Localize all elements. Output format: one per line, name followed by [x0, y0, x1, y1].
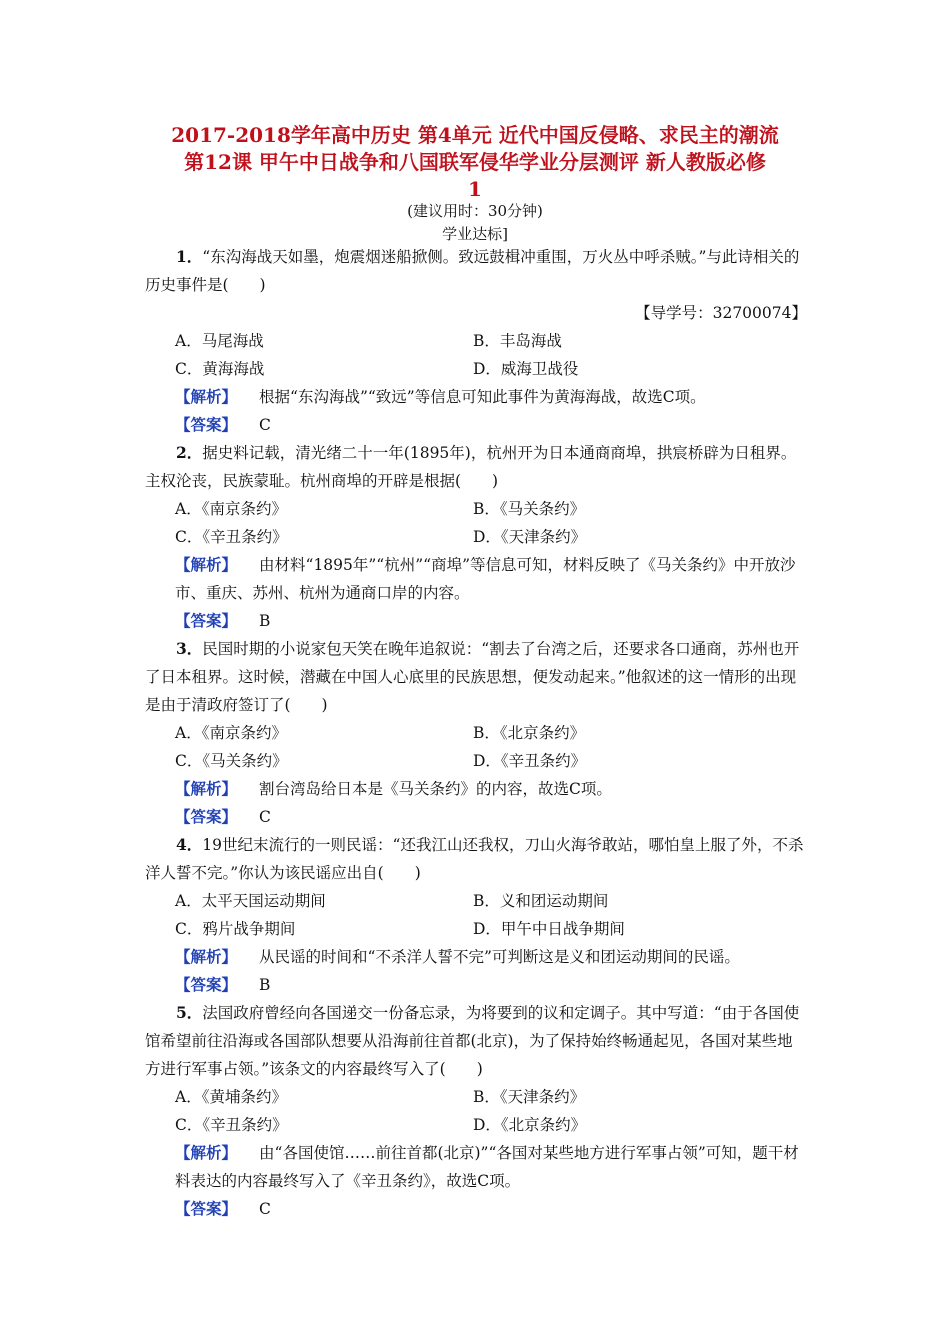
- analysis: [145, 383, 807, 411]
- analysis: [145, 1139, 807, 1195]
- option-c: C．《马关条约》: [175, 752, 288, 770]
- question-5: [145, 999, 807, 1223]
- option-d: D．《天津条约》: [473, 528, 587, 546]
- option-a: A．太平天国运动期间: [175, 892, 326, 910]
- question-3: [145, 635, 807, 831]
- option-a: A．马尾海战: [175, 332, 264, 350]
- question-number: 1．: [176, 247, 203, 266]
- option-d: D．《辛丑条约》: [473, 752, 587, 770]
- question-1: [145, 243, 807, 439]
- option-b: B．义和团运动期间: [473, 892, 609, 910]
- title-line-1: 2017-2018学年高中历史 第4单元 近代中国反侵略、求民主的潮流: [171, 123, 779, 147]
- analysis-tag: 【解析】: [175, 779, 238, 798]
- analysis-text: 从民谣的时间和“不杀洋人誓不完”可判断这是义和团运动期间的民谣。: [259, 948, 740, 966]
- option-b: B．《马关条约》: [473, 500, 586, 518]
- question-stem: [145, 635, 807, 719]
- question-text: 法国政府曾经向各国递交一份备忘录，为将要到的议和定调子。其中写道：“由于各国使馆希望前往沿海或各国部队想要从沿海前往首都(北京)，为了保持始终畅通起见，各国对某些地方进行军事占领。”该条文的内容最终写入了( ): [145, 1004, 800, 1078]
- answer-value: C: [259, 808, 271, 826]
- question-number: 3．: [176, 639, 203, 658]
- guide-number: 【导学号：32700074】: [635, 304, 807, 322]
- options: [145, 495, 807, 551]
- answer: [145, 607, 807, 635]
- answer-value: C: [259, 1200, 271, 1218]
- analysis-text: 由材料“1895年”“杭州”“商埠”等信息可知，材料反映了《马关条约》中开放沙市、重庆、苏州、杭州为通商口岸的内容。: [175, 556, 796, 602]
- option-d: D．《北京条约》: [473, 1116, 587, 1134]
- answer: [145, 1195, 807, 1223]
- question-number: 5．: [176, 1003, 203, 1022]
- answer: [145, 411, 807, 439]
- option-c: C．《辛丑条约》: [175, 528, 288, 546]
- options: [145, 719, 807, 775]
- suggested-time: (建议用时：30分钟): [407, 202, 543, 220]
- analysis-tag: 【解析】: [175, 947, 238, 966]
- options: [145, 1083, 807, 1139]
- option-d: D．威海卫战役: [473, 360, 579, 378]
- answer-tag: 【答案】: [175, 807, 238, 826]
- analysis-tag: 【解析】: [175, 1143, 238, 1162]
- document-title: [140, 122, 810, 203]
- option-b: B．丰岛海战: [473, 332, 562, 350]
- analysis-tag: 【解析】: [175, 387, 238, 406]
- option-a: A．《南京条约》: [175, 500, 287, 518]
- answer-value: C: [259, 416, 271, 434]
- answer-tag: 【答案】: [175, 1199, 238, 1218]
- answer: [145, 803, 807, 831]
- question-stem: [145, 243, 807, 299]
- answer-value: B: [259, 612, 271, 630]
- question-stem: [145, 439, 807, 495]
- analysis: [145, 551, 807, 607]
- answer-tag: 【答案】: [175, 415, 238, 434]
- section-label: 学业达标]: [442, 225, 508, 243]
- question-2: [145, 439, 807, 635]
- question-list: [145, 243, 807, 1223]
- option-a: A．《南京条约》: [175, 724, 287, 742]
- answer-tag: 【答案】: [175, 611, 238, 630]
- question-text: 据史料记载，清光绪二十一年(1895年)，杭州开为日本通商商埠，拱宸桥辟为日租界。主权沦丧，民族蒙耻。杭州商埠的开辟是根据( ): [145, 444, 797, 490]
- question-4: [145, 831, 807, 999]
- question-number: 2．: [176, 443, 203, 462]
- question-text: “东沟海战天如墨，炮震烟迷船掀侧。致远鼓楫冲重围，万火丛中呼杀贼。”与此诗相关的历史事件是( ): [145, 248, 800, 294]
- title-line-2: 第12课 甲午中日战争和八国联军侵华学业分层测评 新人教版必修: [184, 150, 766, 174]
- question-text: 民国时期的小说家包天笑在晚年追叙说：“割去了台湾之后，还要求各口通商，苏州也开了日本租界。这时候，潜藏在中国人心底里的民族思想，便发动起来。”他叙述的这一情形的出现是由于清政府签订了( ): [145, 640, 800, 714]
- option-a: A．《黄埔条约》: [175, 1088, 287, 1106]
- options: [145, 327, 807, 383]
- analysis-text: 由“各国使馆……前往首都(北京)”“各国对某些地方进行军事占领”可知，题干材料表达的内容最终写入了《辛丑条约》，故选C项。: [175, 1144, 799, 1190]
- option-b: B．《天津条约》: [473, 1088, 586, 1106]
- option-c: C．鸦片战争期间: [175, 920, 296, 938]
- option-c: C．《辛丑条约》: [175, 1116, 288, 1134]
- question-text: 19世纪末流行的一则民谣：“还我江山还我权，刀山火海爷敢站，哪怕皇上服了外，不杀洋人誓不完。”你认为该民谣应出自( ): [145, 836, 804, 882]
- analysis: [145, 943, 807, 971]
- option-c: C．黄海海战: [175, 360, 265, 378]
- analysis-tag: 【解析】: [175, 555, 238, 574]
- answer-value: B: [259, 976, 271, 994]
- analysis-text: 割台湾岛给日本是《马关条约》的内容，故选C项。: [259, 780, 612, 798]
- title-line-3: 1: [468, 177, 482, 201]
- analysis: [145, 775, 807, 803]
- option-b: B．《北京条约》: [473, 724, 586, 742]
- option-d: D．甲午中日战争期间: [473, 920, 625, 938]
- question-stem: [145, 831, 807, 887]
- analysis-text: 根据“东沟海战”“致远”等信息可知此事件为黄海海战，故选C项。: [259, 388, 706, 406]
- question-stem: [145, 999, 807, 1083]
- answer-tag: 【答案】: [175, 975, 238, 994]
- answer: [145, 971, 807, 999]
- options: [145, 887, 807, 943]
- question-number: 4．: [176, 835, 203, 854]
